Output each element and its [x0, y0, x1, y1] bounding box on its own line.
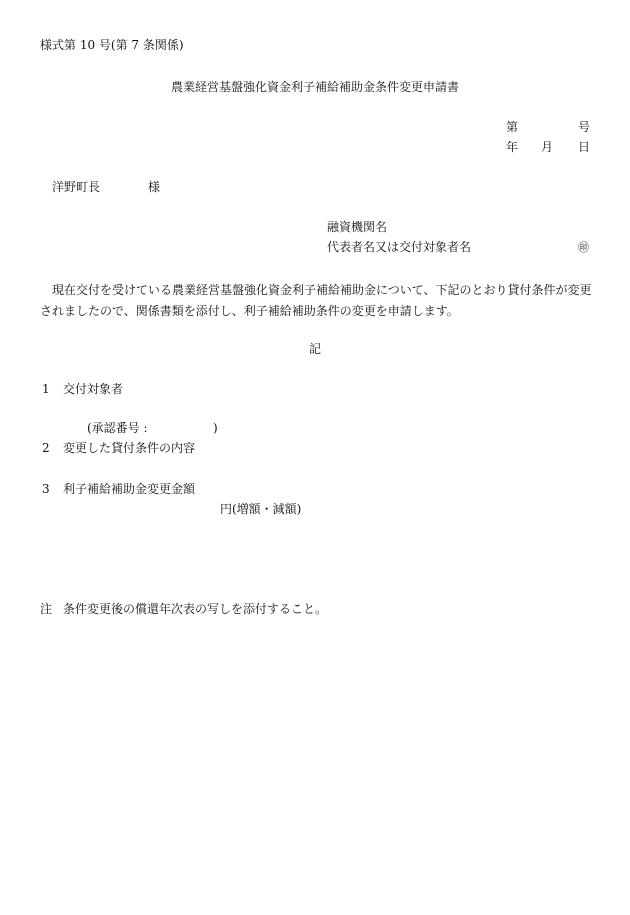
seal-mark: ㊞: [578, 241, 589, 254]
body-paragraph: 現在交付を受けている農業経営基盤強化資金利子補給補助金について、下記のとおり貸付条件が変更されましたので、関係書類を添付し、利子補給補助条件の変更を申請します。: [40, 283, 592, 318]
item-1-number: 1: [42, 382, 50, 396]
ki-heading: 記: [308, 342, 321, 356]
document-number-suffix: 号: [578, 120, 591, 134]
date-month-label: 月: [541, 140, 554, 154]
amount-unit: 円(増額・減額): [220, 502, 302, 516]
form-number: 様式第 10 号(第 7 条関係): [40, 38, 184, 52]
item-2-label: 変更した貸付条件の内容: [63, 441, 196, 455]
item-1-label: 交付対象者: [63, 382, 124, 396]
addressee-name: 洋野町長: [52, 180, 101, 194]
representative-name-label: 代表者名又は交付対象者名: [327, 240, 472, 254]
date-year-label: 年: [506, 140, 519, 154]
item-3-label: 利子補給補助金変更金額: [63, 482, 196, 496]
item-2-number: 2: [42, 441, 50, 455]
document-title: 農業経営基盤強化資金利子補給補助金条件変更申請書: [170, 80, 459, 94]
note-text: 条件変更後の償還年次表の写しを添付すること。: [63, 602, 328, 616]
document-number-prefix: 第: [506, 120, 519, 134]
approval-number-close: ): [213, 421, 218, 435]
item-3-number: 3: [42, 482, 50, 496]
institution-name-label: 融資機関名: [327, 220, 388, 234]
approval-number-label: (承認番号 :: [87, 421, 148, 435]
date-day-label: 日: [578, 140, 591, 154]
addressee-honorific: 様: [148, 180, 161, 194]
note-label: 注: [40, 602, 53, 616]
